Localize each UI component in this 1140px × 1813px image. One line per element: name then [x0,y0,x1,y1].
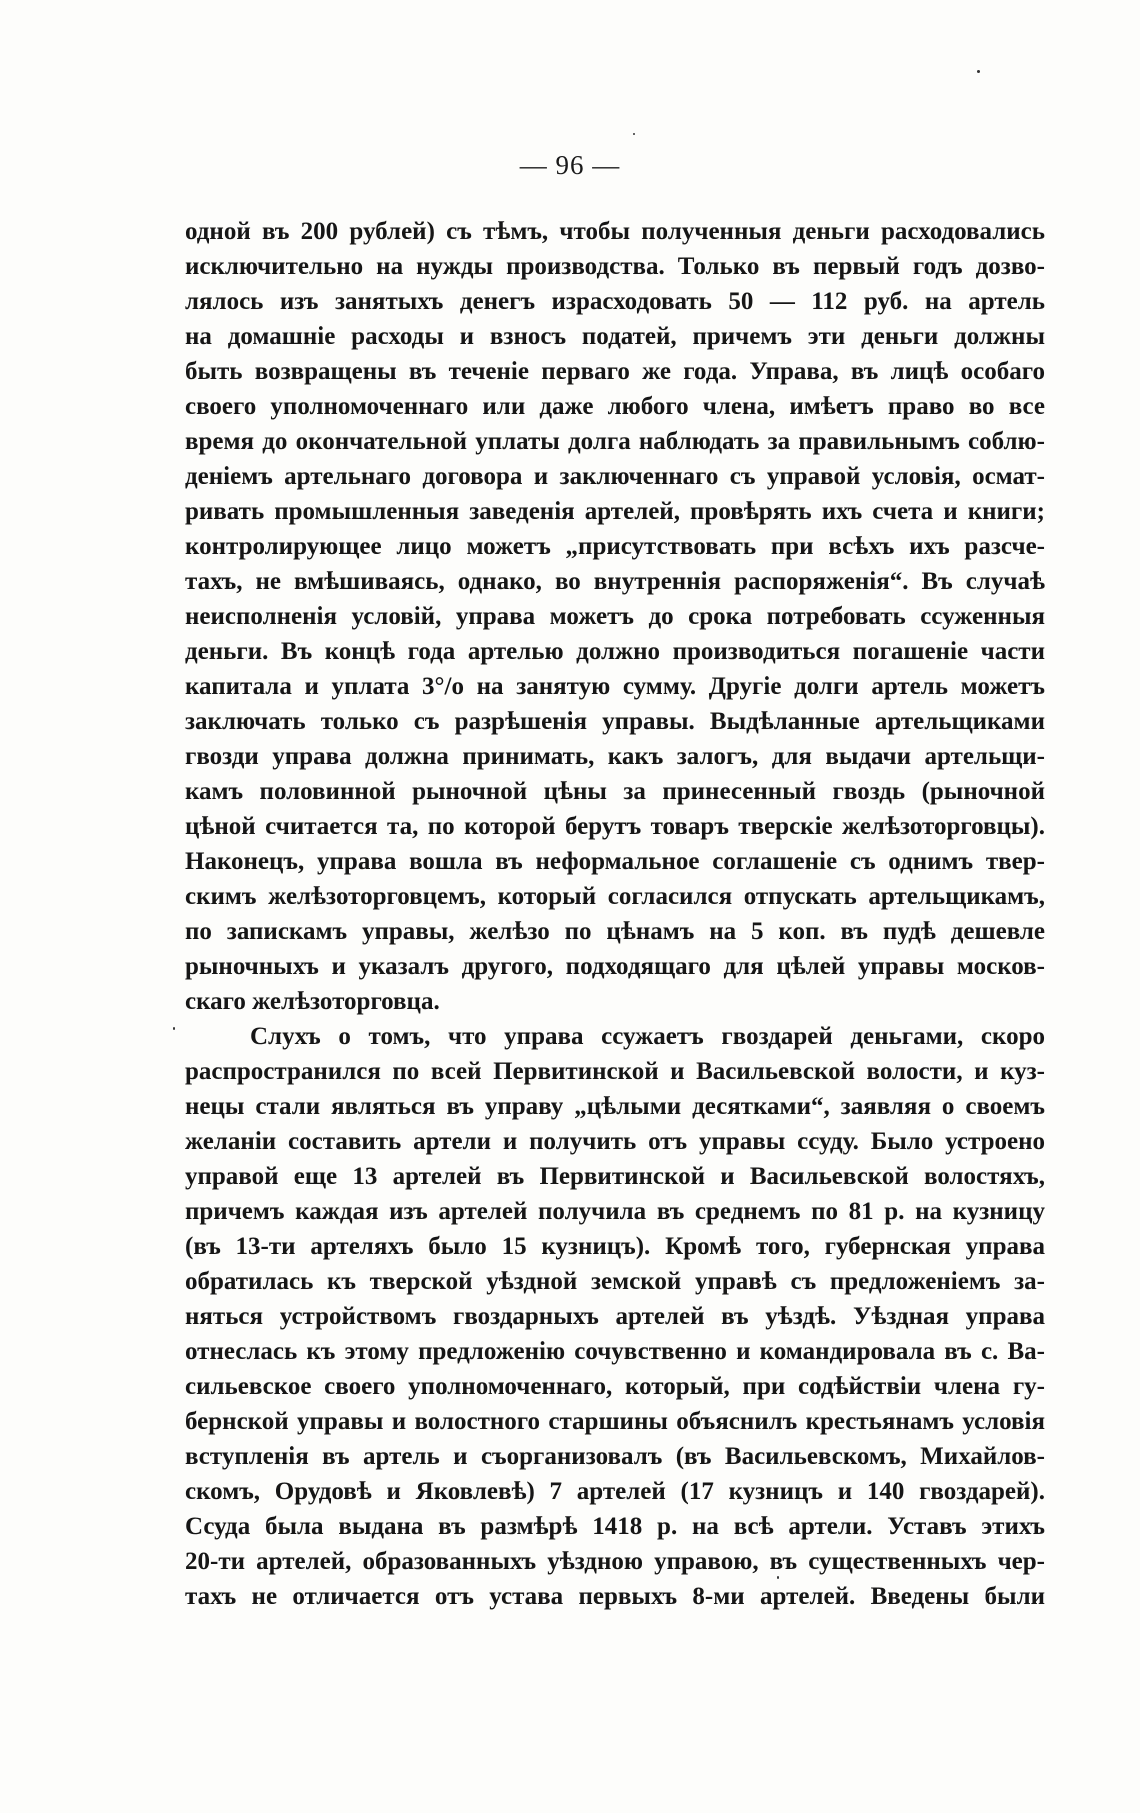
text-line: тахъ не отличается отъ устава первыхъ 8-ми артелей. Введены были [185,1583,1045,1610]
text-line: Ссуда была выдана въ размѣрѣ 1418 р. на всѣ артели. Уставъ этихъ [185,1513,1045,1540]
text-line: няться устройствомъ гвоздарныхъ артелей въ уѣздѣ. Уѣздная управа [185,1303,1045,1330]
text-line: (въ 13-ти артеляхъ было 15 кузницъ). Кромѣ того, губернская управа [185,1233,1045,1260]
body-text [185,214,1045,1614]
text-line: нецы стали являться въ управу „цѣлыми десятками“, заявляя о своемъ [185,1093,1045,1120]
text-line: неисполненія условій, управа можетъ до срока потребовать ссуженныя [185,603,1045,630]
paragraph [185,214,1045,1019]
text-line: обратилась къ тверской уѣздной земской управѣ съ предложеніемъ за- [185,1268,1045,1295]
text-line: деніемъ артельнаго договора и заключеннаго съ управой условія, осмат- [185,463,1045,490]
text-line: одной въ 200 рублей) съ тѣмъ, чтобы полученныя деньги расходовались [185,218,1045,245]
text-line: тахъ, не вмѣшиваясь, однако, во внутреннія распоряженія“. Въ случаѣ [185,568,1045,595]
text-line: исключительно на нужды производства. Только въ первый годъ дозво- [185,253,1045,280]
paragraph [185,1019,1045,1614]
text-line: Слухъ о томъ, что управа ссужаетъ гвоздарей деньгами, скоро [250,1023,1045,1050]
text-line: деньги. Въ концѣ года артелью должно производиться погашеніе части [185,638,1045,665]
text-line: отнеслась къ этому предложенію сочувственно и командировала въ с. Ва- [185,1338,1045,1365]
text-line: скимъ желѣзоторговцемъ, который согласился отпускать артельщикамъ, [185,883,1045,910]
text-line: Наконецъ, управа вошла въ неформальное соглашеніе съ однимъ твер- [185,848,1045,875]
text-line: заключать только съ разрѣшенія управы. Выдѣланные артельщиками [185,708,1045,735]
text-line: ривать промышленныя заведенія артелей, провѣрять ихъ счета и книги; [185,498,1045,525]
page-number: — 96 — [519,150,621,180]
text-line: сильевское своего уполномоченнаго, который, при содѣйствіи члена гу- [185,1373,1045,1400]
text-line: время до окончательной уплаты долга наблюдать за правильнымъ соблю- [185,428,1045,455]
text-line: гвозди управа должна принимать, какъ залогъ, для выдачи артельщи- [185,743,1045,770]
text-line: скаго желѣзоторговца. [185,988,440,1015]
text-line: желаніи составить артели и получить отъ управы ссуду. Было устроено [185,1128,1045,1155]
text-line: камъ половинной рыночной цѣны за принесенный гвоздь (рыночной [185,778,1045,805]
text-line: 20-ти артелей, образованныхъ уѣздною управою, въ существенныхъ чер- [185,1548,1045,1575]
text-line: лялось изъ занятыхъ денегъ израсходовать 50 — 112 руб. на артель [185,288,1045,315]
text-line: вступленія въ артель и съорганизовалъ (въ Васильевскомъ, Михайлов- [185,1443,1045,1470]
text-line: скомъ, Орудовѣ и Яковлевѣ) 7 артелей (17 кузницъ и 140 гвоздарей). [185,1478,1045,1505]
text-line: контролирующее лицо можетъ „присутствовать при всѣхъ ихъ разсче- [185,533,1045,560]
text-line: по запискамъ управы, желѣзо по цѣнамъ на 5 коп. въ пудѣ дешевле [185,918,1045,945]
text-line: управой еще 13 артелей въ Первитинской и Васильевской волостяхъ, [185,1163,1045,1190]
text-line: капитала и уплата 3°/o на занятую сумму. Другіе долги артель можетъ [185,673,1045,700]
text-line: распространился по всей Первитинской и Васильевской волости, и куз- [185,1058,1045,1085]
text-line: быть возвращены въ теченіе перваго же года. Управа, въ лицѣ особаго [185,358,1045,385]
text-line: рыночныхъ и указалъ другого, подходящаго для цѣлей управы москов- [185,953,1045,980]
text-line: на домашніе расходы и взносъ податей, причемъ эти деньги должны [185,323,1045,350]
scan-speck [173,1027,175,1030]
text-line: цѣной считается та, по которой берутъ товаръ тверскіе желѣзоторговцы). [185,813,1045,840]
text-line: причемъ каждая изъ артелей получила въ среднемъ по 81 р. на кузницу [185,1198,1045,1225]
scan-speck [633,133,635,135]
text-line: бернской управы и волостного старшины объяснилъ крестьянамъ условія [185,1408,1045,1435]
scan-speck [977,70,980,73]
text-line: своего уполномоченнаго или даже любого члена, имѣетъ право во все [185,393,1045,420]
